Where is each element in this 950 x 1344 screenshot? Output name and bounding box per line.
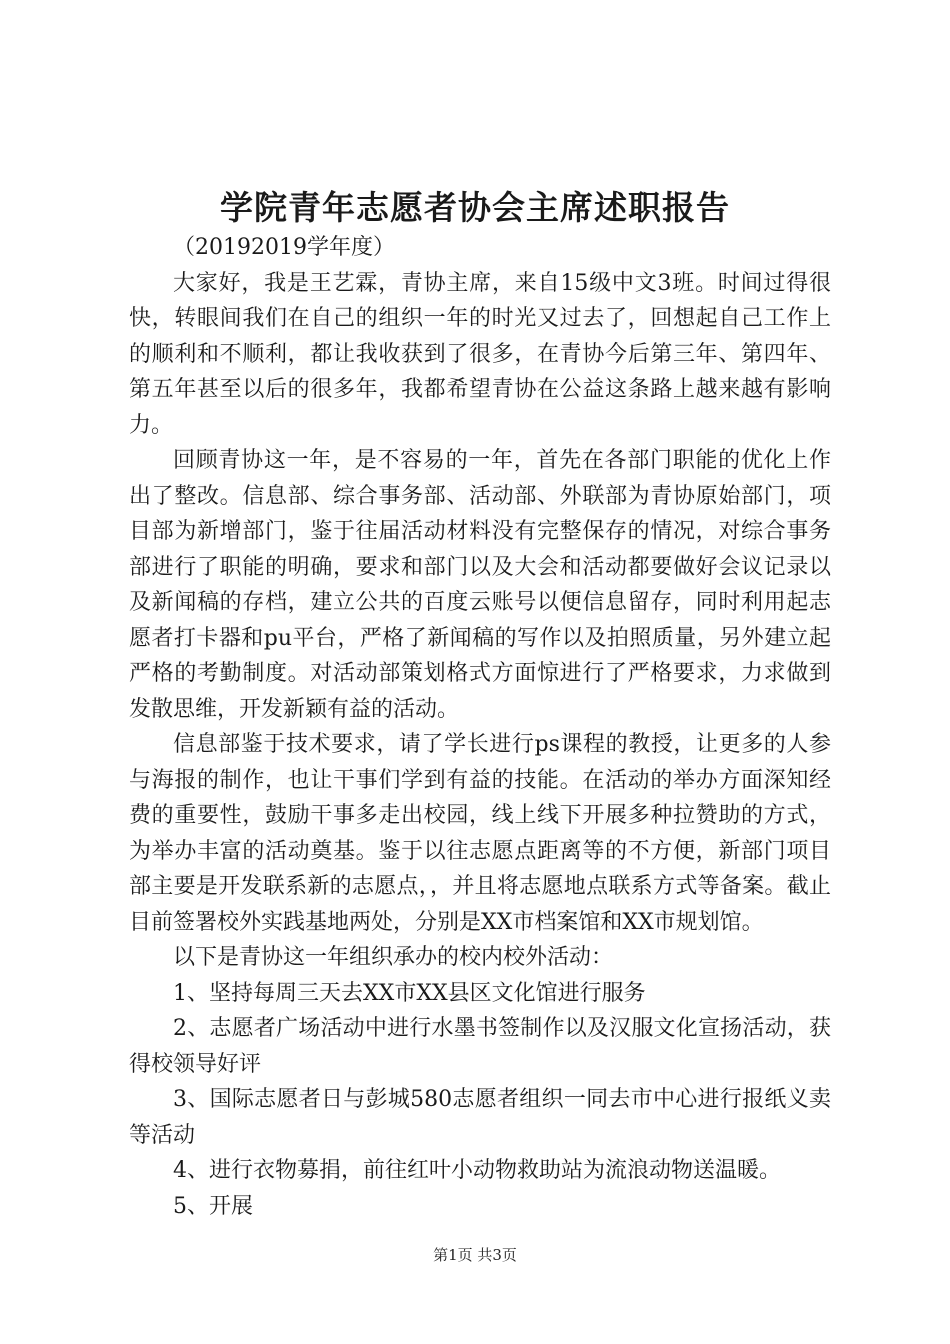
- paragraph-introduction: 大家好，我是王艺霖，青协主席，来自15级中文3班。时间过得很快，转眼间我们在自己的组织一年的时光又过去了，回想起自己工作上的顺利和不顺利，都让我收获到了很多，在青协今后第三年、第四年、第五年甚至以后的很多年，我都希望青协在公益这条路上越来越有影响力。: [129, 270, 831, 438]
- paragraph-activities-intro: 以下是青协这一年组织承办的校内校外活动：: [173, 945, 614, 970]
- activity-item-5: 5、开展: [173, 1193, 253, 1219]
- activity-item-4: 4、进行衣物募捐，前往红叶小动物救助站为流浪动物送温暖。: [173, 1158, 781, 1183]
- paragraph-info-department: 信息部鉴于技术要求，请了学长进行ps课程的教授，让更多的人参与海报的制作，也让干事们学到有益的技能。在活动的举办方面深知经费的重要性，鼓励干事多走出校园，线上线下开展多种拉赞助的方式，为举办丰富的活动奠基。鉴于以往志愿点距离等的不方便，新部门项目部主要是开发联系新的志愿点，，并且将志愿地点联系方式等备案。截止目前签署校外实践基地两处，分别是XX市档案馆和XX市规划馆。: [129, 732, 831, 935]
- paragraph-review: 回顾青协这一年，是不容易的一年，首先在各部门职能的优化上作出了整改。信息部、综合事务部、活动部、外联部为青协原始部门，项目部为新增部门，鉴于往届活动材料没有完整保存的情况，对综合事务部进行了职能的明确，要求和部门以及大会和活动都要做好会议记录以及新闻稿的存档，建立公共的百度云账号以便信息留存，同时利用起志愿者打卡器和pu平台，严格了新闻稿的写作以及拍照质量，另外建立起严格的考勤制度。对活动部策划格式方面惊进行了严格要求，力求做到发散思维，开发新颖有益的活动。: [129, 448, 831, 722]
- page-number-footer: 第1页 共3页: [433, 1246, 517, 1264]
- document-body: [129, 230, 831, 1224]
- activity-item-1: 1、坚持每周三天去XX市XX县区文化馆进行服务: [173, 980, 646, 1006]
- document-title: 学院青年志愿者协会主席述职报告: [220, 188, 730, 227]
- academic-year-subtitle: （20192019学年度）: [173, 235, 395, 260]
- activity-item-3: 3、国际志愿者日与彭城580志愿者组织一同去市中心进行报纸义卖等活动: [129, 1087, 831, 1148]
- activity-item-2: 2、志愿者广场活动中进行水墨书签制作以及汉服文化宣扬活动，获得校领导好评: [129, 1016, 831, 1077]
